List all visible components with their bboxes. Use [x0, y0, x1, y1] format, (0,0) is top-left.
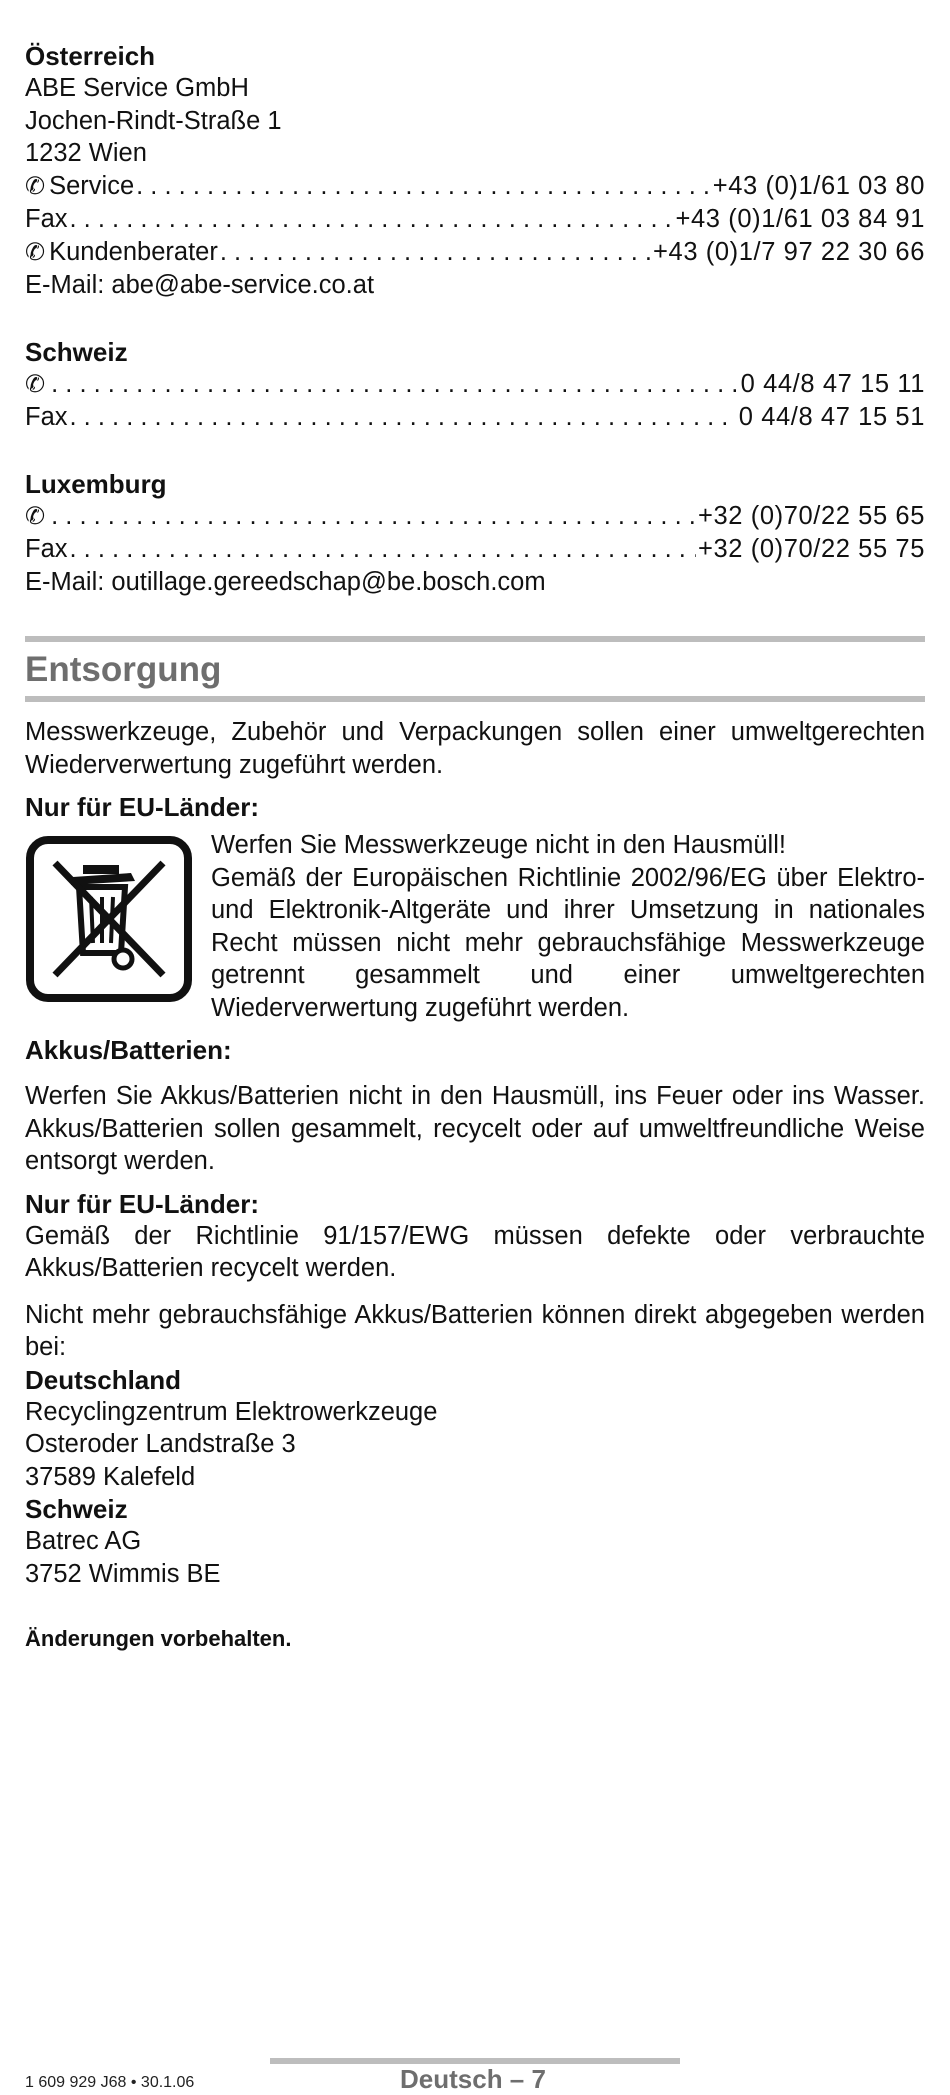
service-line — [25, 170, 925, 204]
fax-label: Fax — [25, 205, 68, 233]
crossed-bin-icon-graphic — [25, 835, 193, 1003]
battery-heading: Akkus/Batterien: — [25, 1035, 232, 1065]
section-divider — [25, 696, 925, 702]
directive-text: Gemäß der Richtlinie 91/157/EWG müssen defekte oder verbrauchte Akkus/Batterien recycelt werden. — [25, 1221, 925, 1282]
dot-leader — [136, 170, 711, 203]
address-line: 37589 Kalefeld — [25, 1462, 196, 1491]
fax-number: +32 (0)70/22 55 75 — [697, 535, 925, 563]
advisor-line — [25, 236, 925, 270]
fax-line — [25, 401, 925, 434]
address-line: Osteroder Landstraße 3 — [25, 1430, 296, 1458]
swiss-heading: Schweiz — [25, 1494, 128, 1524]
dot-leader — [70, 203, 674, 236]
address-line: 3752 Wimmis BE — [25, 1559, 221, 1588]
phone-icon: ✆ — [25, 502, 46, 530]
weee-warning: Werfen Sie Messwerkzeuge nicht in den Hausmüll! — [211, 831, 786, 859]
eu-heading: Nur für EU-Länder: — [25, 792, 259, 822]
advisor-number: +43 (0)1/7 97 22 30 66 — [653, 237, 925, 266]
address-line: 1232 Wien — [25, 139, 147, 167]
disposal-intro: Messwerkzeuge, Zubehör und Verpackungen sollen einer umweltgerechten Wiederverwertung zugeführt werden. — [25, 718, 925, 779]
dot-leader — [51, 368, 739, 401]
heading-luxembourg: Luxemburg — [25, 468, 167, 499]
dot-leader — [220, 236, 651, 269]
notice: Änderungen vorbehalten. — [25, 1626, 292, 1651]
fax-number: +43 (0)1/61 03 84 91 — [675, 205, 925, 233]
weee-block — [25, 829, 925, 1024]
document-page — [25, 40, 925, 1652]
weee-directive: Gemäß der Europäischen Richtlinie 2002/96/EG über Elektro- und Elektronik-Altgeräte und ihrer Umsetzung in nationales Recht müssen nicht mehr gebrauchsfähige Messwerkzeuge getrennt gesammelt und einer umweltgerechten Wiederverwertung zugeführt werden. — [211, 863, 925, 1022]
address-line: ABE Service GmbH — [25, 74, 249, 102]
address-line: Recyclingzentrum Elektrowerkzeuge — [25, 1397, 438, 1426]
weee-text — [211, 829, 925, 1024]
germany-heading: Deutschland — [25, 1364, 182, 1395]
battery-text: Werfen Sie Akkus/Batterien nicht in den Hausmüll, ins Feuer oder ins Wasser. Akkus/Batterien sollen gesammelt, recycelt oder auf umweltfreundliche Weise entsorgt werden. — [25, 1082, 925, 1175]
service-label: Service — [49, 171, 135, 200]
contact-luxembourg — [25, 468, 925, 599]
phone-icon: ✆ — [25, 370, 46, 398]
phone-icon: ✆ — [25, 238, 46, 266]
service-number: +43 (0)1/61 03 80 — [712, 171, 925, 200]
fax-line — [25, 203, 925, 236]
return-text: Nicht mehr gebrauchsfähige Akkus/Batterien können direkt abgegeben werden bei: — [25, 1300, 925, 1361]
contact-austria — [25, 40, 925, 302]
phone-number: 0 44/8 47 15 11 — [740, 369, 925, 398]
dot-leader — [51, 500, 696, 533]
address-line: Jochen-Rindt-Straße 1 — [25, 106, 282, 135]
email-austria: E-Mail: abe@abe-service.co.at — [25, 271, 375, 299]
fax-label: Fax — [25, 403, 68, 431]
fax-number: 0 44/8 47 15 51 — [738, 403, 925, 431]
fax-label: Fax — [25, 535, 68, 563]
dot-leader — [70, 533, 696, 566]
eu-heading-2: Nur für EU-Länder: — [25, 1188, 259, 1219]
section-title: Entsorgung — [25, 650, 222, 689]
heading-switzerland: Schweiz — [25, 336, 128, 367]
phone-line — [25, 368, 925, 402]
email-luxembourg: E-Mail: outillage.gereedschap@be.bosch.com — [25, 567, 546, 596]
document-code: 1 609 929 J68 • 30.1.06 — [25, 2074, 195, 2091]
phone-icon: ✆ — [25, 172, 46, 200]
phone-number: +32 (0)70/22 55 65 — [697, 501, 925, 530]
disposal-section — [25, 636, 925, 1652]
page-footer — [0, 2058, 950, 2094]
address-line: Batrec AG — [25, 1527, 142, 1555]
dot-leader — [70, 401, 737, 434]
advisor-label: Kundenberater — [49, 237, 218, 266]
contact-switzerland — [25, 336, 925, 434]
page-number: Deutsch – 7 — [400, 2064, 546, 2094]
fax-line — [25, 533, 925, 566]
crossed-bin-icon — [25, 835, 193, 1003]
heading-austria: Österreich — [25, 41, 156, 71]
phone-line — [25, 500, 925, 534]
